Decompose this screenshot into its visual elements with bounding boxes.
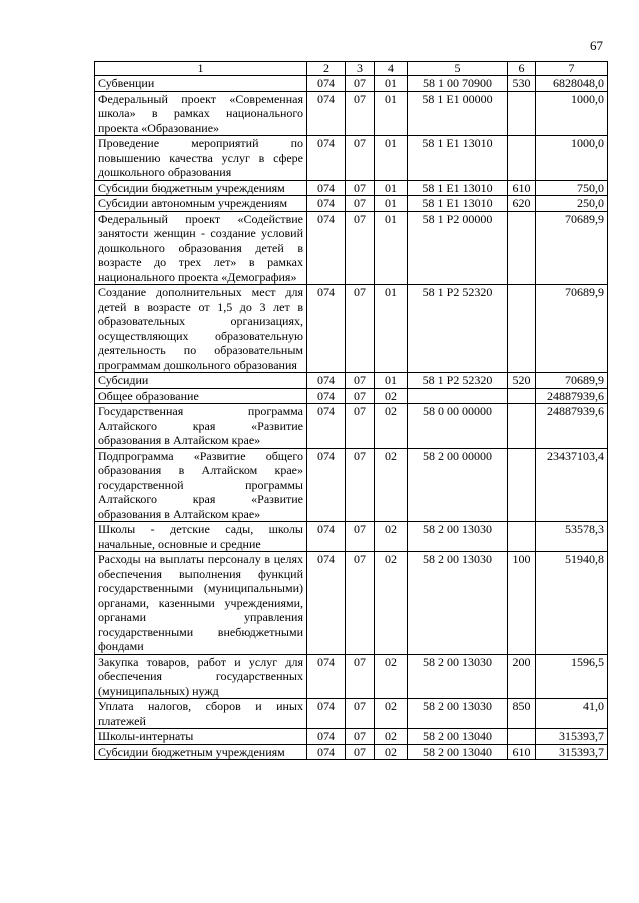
cell-target-article: 58 2 00 13030 (408, 699, 508, 729)
cell-admin-code: 074 (307, 91, 346, 136)
table-row (95, 654, 608, 699)
cell-subsection: 02 (375, 448, 408, 522)
cell-section: 07 (346, 744, 375, 760)
cell-amount: 315393,7 (536, 729, 608, 745)
cell-section: 07 (346, 180, 375, 196)
header-cell: 3 (346, 62, 375, 76)
cell-section: 07 (346, 196, 375, 212)
cell-subsection: 02 (375, 699, 408, 729)
cell-section: 07 (346, 91, 375, 136)
header-cell: 7 (536, 62, 608, 76)
cell-amount: 6828048,0 (536, 76, 608, 92)
row-name: Закупка товаров, работ и услуг для обеспечения государственных (муниципальных) нужд (95, 654, 307, 699)
row-name: Школы - детские сады, школы начальные, основные и средние (95, 522, 307, 552)
row-name: Подпрограмма «Развитие общего образования в Алтайском крае» государственной программы Алтайского края «Развитие образования в Алтайском крае» (95, 448, 307, 522)
cell-admin-code: 074 (307, 388, 346, 404)
cell-amount: 24887939,6 (536, 404, 608, 449)
table-row (95, 404, 608, 449)
cell-subsection: 02 (375, 654, 408, 699)
row-name: Уплата налогов, сборов и иных платежей (95, 699, 307, 729)
row-name: Проведение мероприятий по повышению качества услуг в сфере дошкольного образования (95, 136, 307, 181)
cell-subsection: 01 (375, 76, 408, 92)
cell-target-article: 58 1 P2 52320 (408, 373, 508, 389)
row-name: Создание дополнительных мест для детей в возрасте от 1,5 до 3 лет в образовательных организациях, осуществляющих образовательную деятельность по образовательным программам дошкольного образования (95, 285, 307, 373)
cell-amount: 53578,3 (536, 522, 608, 552)
cell-section: 07 (346, 699, 375, 729)
cell-admin-code: 074 (307, 699, 346, 729)
cell-amount: 24887939,6 (536, 388, 608, 404)
cell-expense-type: 610 (508, 744, 536, 760)
cell-section: 07 (346, 654, 375, 699)
budget-table (94, 61, 608, 760)
table-row (95, 136, 608, 181)
table-row (95, 91, 608, 136)
cell-target-article: 58 1 P2 52320 (408, 285, 508, 373)
cell-expense-type: 100 (508, 552, 536, 655)
row-name: Субсидии бюджетным учреждениям (95, 180, 307, 196)
cell-amount: 70689,9 (536, 373, 608, 389)
cell-subsection: 01 (375, 285, 408, 373)
cell-target-article: 58 1 00 70900 (408, 76, 508, 92)
row-name: Субсидии (95, 373, 307, 389)
cell-subsection: 01 (375, 373, 408, 389)
row-name: Федеральный проект «Содействие занятости женщин - создание условий дошкольного образования детей в возрасте до трех лет» в рамках национального проекта «Демография» (95, 211, 307, 285)
page-number: 67 (590, 38, 603, 53)
cell-expense-type (508, 91, 536, 136)
cell-subsection: 02 (375, 552, 408, 655)
cell-admin-code: 074 (307, 404, 346, 449)
row-name: Субсидии бюджетным учреждениям (95, 744, 307, 760)
table-row (95, 448, 608, 522)
cell-amount: 250,0 (536, 196, 608, 212)
cell-target-article: 58 2 00 13030 (408, 552, 508, 655)
cell-amount: 70689,9 (536, 211, 608, 285)
header-cell: 1 (95, 62, 307, 76)
cell-section: 07 (346, 285, 375, 373)
table-row (95, 552, 608, 655)
table-row (95, 699, 608, 729)
cell-target-article: 58 2 00 00000 (408, 448, 508, 522)
cell-admin-code: 074 (307, 448, 346, 522)
row-name: Государственная программа Алтайского края «Развитие образования в Алтайском крае» (95, 404, 307, 449)
cell-expense-type (508, 285, 536, 373)
cell-target-article: 58 1 E1 13010 (408, 180, 508, 196)
cell-target-article: 58 0 00 00000 (408, 404, 508, 449)
cell-amount: 23437103,4 (536, 448, 608, 522)
cell-expense-type (508, 522, 536, 552)
cell-section: 07 (346, 76, 375, 92)
cell-admin-code: 074 (307, 373, 346, 389)
cell-section: 07 (346, 404, 375, 449)
cell-expense-type: 200 (508, 654, 536, 699)
cell-subsection: 01 (375, 196, 408, 212)
cell-expense-type: 520 (508, 373, 536, 389)
cell-target-article (408, 388, 508, 404)
table-header-row (95, 62, 608, 76)
table-row (95, 729, 608, 745)
row-name: Федеральный проект «Современная школа» в рамках национального проекта «Образование» (95, 91, 307, 136)
cell-expense-type: 850 (508, 699, 536, 729)
cell-expense-type (508, 211, 536, 285)
cell-section: 07 (346, 373, 375, 389)
cell-target-article: 58 2 00 13040 (408, 744, 508, 760)
row-name: Школы-интернаты (95, 729, 307, 745)
cell-section: 07 (346, 448, 375, 522)
table-row (95, 196, 608, 212)
cell-amount: 750,0 (536, 180, 608, 196)
cell-target-article: 58 1 E1 00000 (408, 91, 508, 136)
cell-amount: 1596,5 (536, 654, 608, 699)
cell-target-article: 58 1 E1 13010 (408, 136, 508, 181)
table-row (95, 180, 608, 196)
cell-section: 07 (346, 522, 375, 552)
cell-admin-code: 074 (307, 196, 346, 212)
cell-expense-type (508, 448, 536, 522)
cell-admin-code: 074 (307, 76, 346, 92)
cell-expense-type: 530 (508, 76, 536, 92)
cell-section: 07 (346, 136, 375, 181)
cell-section: 07 (346, 211, 375, 285)
cell-admin-code: 074 (307, 285, 346, 373)
cell-section: 07 (346, 552, 375, 655)
header-cell: 2 (307, 62, 346, 76)
table-row (95, 285, 608, 373)
cell-subsection: 01 (375, 211, 408, 285)
cell-subsection: 02 (375, 744, 408, 760)
cell-subsection: 02 (375, 522, 408, 552)
row-name: Субвенции (95, 76, 307, 92)
table-row (95, 744, 608, 760)
table-row (95, 211, 608, 285)
cell-admin-code: 074 (307, 136, 346, 181)
row-name: Общее образование (95, 388, 307, 404)
cell-section: 07 (346, 388, 375, 404)
cell-target-article: 58 2 00 13040 (408, 729, 508, 745)
cell-admin-code: 074 (307, 729, 346, 745)
cell-target-article: 58 2 00 13030 (408, 654, 508, 699)
row-name: Субсидии автономным учреждениям (95, 196, 307, 212)
cell-amount: 70689,9 (536, 285, 608, 373)
cell-admin-code: 074 (307, 180, 346, 196)
cell-subsection: 02 (375, 388, 408, 404)
cell-amount: 51940,8 (536, 552, 608, 655)
table-row (95, 373, 608, 389)
cell-amount: 1000,0 (536, 91, 608, 136)
cell-target-article: 58 2 00 13030 (408, 522, 508, 552)
cell-target-article: 58 1 P2 00000 (408, 211, 508, 285)
cell-subsection: 01 (375, 91, 408, 136)
header-cell: 5 (408, 62, 508, 76)
cell-expense-type: 610 (508, 180, 536, 196)
cell-subsection: 02 (375, 404, 408, 449)
table-row (95, 522, 608, 552)
cell-expense-type (508, 404, 536, 449)
header-cell: 6 (508, 62, 536, 76)
cell-amount: 315393,7 (536, 744, 608, 760)
cell-expense-type (508, 136, 536, 181)
table-row (95, 388, 608, 404)
cell-admin-code: 074 (307, 211, 346, 285)
cell-subsection: 02 (375, 729, 408, 745)
cell-subsection: 01 (375, 136, 408, 181)
table-row (95, 76, 608, 92)
cell-admin-code: 074 (307, 552, 346, 655)
cell-amount: 1000,0 (536, 136, 608, 181)
cell-subsection: 01 (375, 180, 408, 196)
cell-admin-code: 074 (307, 522, 346, 552)
cell-expense-type (508, 388, 536, 404)
cell-admin-code: 074 (307, 744, 346, 760)
cell-amount: 41,0 (536, 699, 608, 729)
row-name: Расходы на выплаты персоналу в целях обеспечения выполнения функций государственными (муниципальными) органами, казенными учреждениями, органами управления государственными внебюджетными фондами (95, 552, 307, 655)
header-cell: 4 (375, 62, 408, 76)
cell-expense-type (508, 729, 536, 745)
cell-section: 07 (346, 729, 375, 745)
cell-target-article: 58 1 E1 13010 (408, 196, 508, 212)
cell-admin-code: 074 (307, 654, 346, 699)
cell-expense-type: 620 (508, 196, 536, 212)
